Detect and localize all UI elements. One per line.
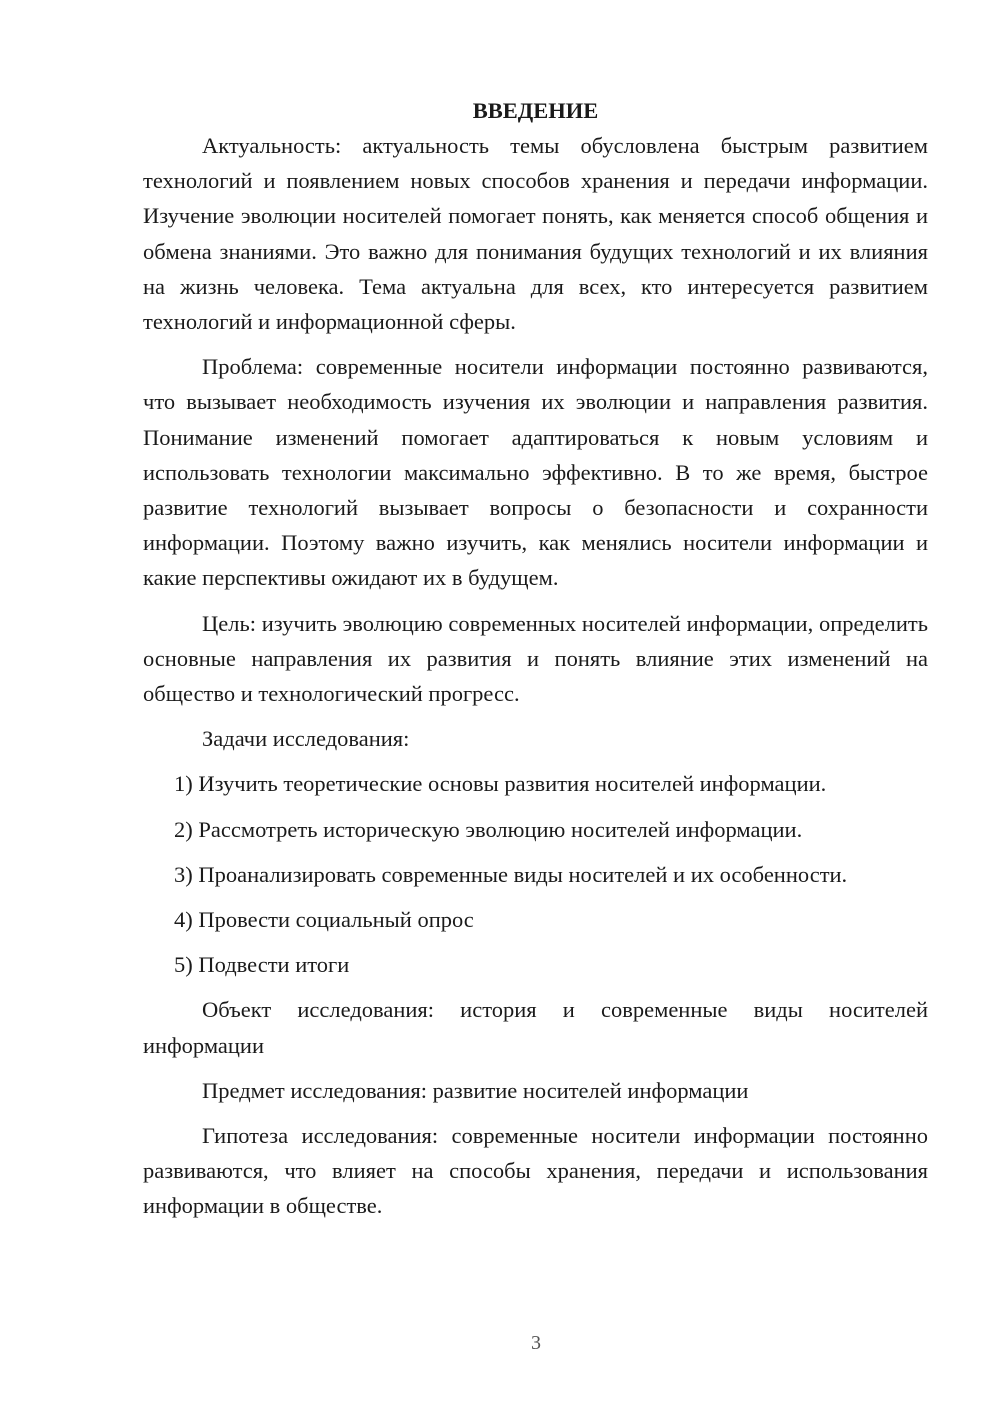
task-item: 4) Провести социальный опрос — [174, 907, 474, 933]
section-heading: ВВЕДЕНИЕ — [472, 98, 599, 123]
goal-paragraph: Цель: изучить эволюцию современных носителей информации, определить основные направления их развития и понять влияние этих изменений на общество и технологический прогресс. — [143, 610, 928, 707]
page-number: 3 — [531, 1332, 541, 1354]
task-item: 1) Изучить теоретические основы развития носителей информации. — [174, 771, 827, 797]
page-content — [143, 93, 928, 1224]
problem-paragraph: Проблема: современные носители информации постоянно развиваются, что вызывает необходимость изучения их эволюции и направления развития. Понимание изменений помогает адаптироваться к новым условиям и использовать технологии максимально эффективно. В то же время, быстрое развитие технологий вызывает вопросы о безопасности и сохранности информации. Поэтому важно изучить, как менялись носители информации и какие перспективы ожидают их в будущем. — [143, 354, 928, 591]
subject-paragraph: Предмет исследования: развитие носителей информации — [202, 1077, 749, 1103]
task-item: 5) Подвести итоги — [174, 952, 350, 978]
task-item: 3) Проанализировать современные виды носителей и их особенности. — [174, 861, 848, 887]
object-paragraph: Объект исследования: история и современные виды носителей информации — [143, 997, 928, 1058]
relevance-paragraph: Актуальность: актуальность темы обусловлена быстрым развитием технологий и появлением новых способов хранения и передачи информации. Изучение эволюции носителей помогает понять, как меняется способ общения и обмена знаниями. Это важно для понимания будущих технологий и их влияния на жизнь человека. Тема актуальна для всех, кто интересуется развитием технологий и информационной сферы. — [143, 133, 928, 335]
task-item: 2) Рассмотреть историческую эволюцию носителей информации. — [174, 816, 803, 842]
hypothesis-paragraph: Гипотеза исследования: современные носители информации постоянно развиваются, что влияет на способы хранения, передачи и использования информации в обществе. — [143, 1123, 928, 1219]
tasks-list — [143, 766, 928, 982]
tasks-intro: Задачи исследования: — [202, 726, 410, 752]
